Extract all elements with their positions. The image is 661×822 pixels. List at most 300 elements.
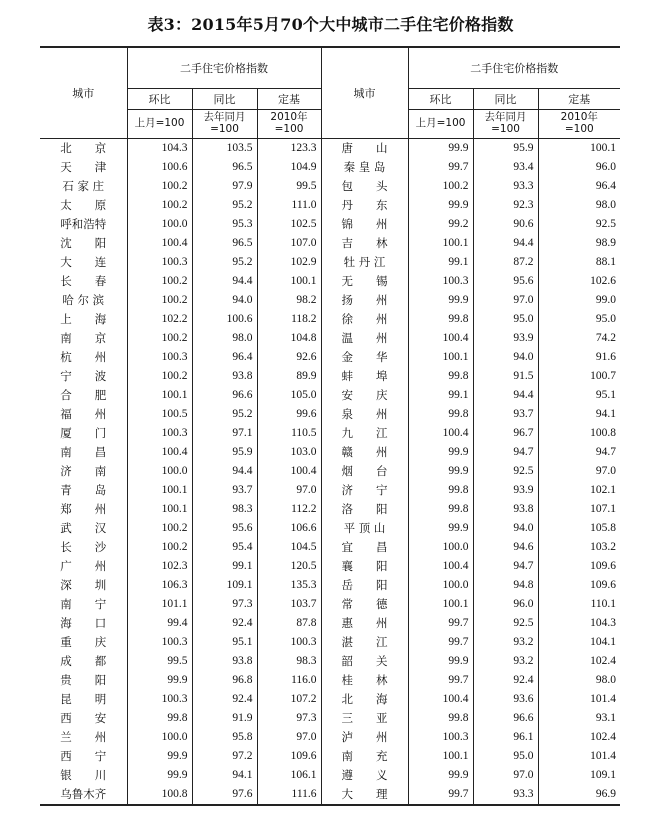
table-row <box>40 633 620 652</box>
table-row <box>40 652 620 671</box>
yoy-cell-left: 99.1 <box>192 557 257 576</box>
city-cell-right: 三 亚 <box>321 709 408 728</box>
mom-cell-right: 100.4 <box>408 557 473 576</box>
yoy-cell-left: 97.1 <box>192 424 257 443</box>
yoy-cell-right: 97.0 <box>473 766 538 785</box>
yoy-cell-left: 93.8 <box>192 652 257 671</box>
base-cell-right: 104.1 <box>538 633 620 652</box>
header-mom-right: 环比 <box>408 89 473 110</box>
subheader-mom-right: 上月=100 <box>408 110 473 139</box>
mom-cell-right: 99.8 <box>408 709 473 728</box>
base-cell-right: 102.6 <box>538 272 620 291</box>
yoy-cell-left: 95.3 <box>192 215 257 234</box>
yoy-cell-right: 93.4 <box>473 158 538 177</box>
city-cell-left: 兰 州 <box>60 729 107 744</box>
base-cell-left: 97.3 <box>257 709 321 728</box>
mom-cell-left: 100.3 <box>127 690 192 709</box>
mom-cell-left: 100.4 <box>127 234 192 253</box>
city-cell-right: 吉 林 <box>321 234 408 253</box>
yoy-cell-right: 93.9 <box>473 329 538 348</box>
yoy-cell-left: 103.5 <box>192 139 257 159</box>
city-cell-right: 南 充 <box>321 747 408 766</box>
yoy-cell-left: 91.9 <box>192 709 257 728</box>
base-cell-left: 100.4 <box>257 462 321 481</box>
yoy-cell-left: 95.4 <box>192 538 257 557</box>
city-cell-right: 襄 阳 <box>321 557 408 576</box>
base-cell-left: 102.5 <box>257 215 321 234</box>
base-cell-left: 110.5 <box>257 424 321 443</box>
table-row <box>40 462 620 481</box>
table-row <box>40 348 620 367</box>
yoy-cell-right: 95.9 <box>473 139 538 159</box>
mom-cell-right: 100.3 <box>408 728 473 747</box>
base-cell-right: 102.4 <box>538 728 620 747</box>
mom-cell-left: 100.2 <box>127 196 192 215</box>
mom-cell-right: 99.8 <box>408 405 473 424</box>
base-cell-right: 93.1 <box>538 709 620 728</box>
yoy-cell-right: 94.0 <box>473 519 538 538</box>
base-cell-right: 110.1 <box>538 595 620 614</box>
yoy-cell-left: 97.3 <box>192 595 257 614</box>
mom-cell-left: 106.3 <box>127 576 192 595</box>
mom-cell-left: 100.2 <box>127 177 192 196</box>
mom-cell-left: 104.3 <box>127 139 192 159</box>
mom-cell-left: 100.2 <box>127 538 192 557</box>
mom-cell-left: 100.6 <box>127 158 192 177</box>
yoy-cell-right: 93.6 <box>473 690 538 709</box>
city-cell-right: 牡 丹 江 <box>321 253 408 272</box>
table-row <box>40 158 620 177</box>
subheader-yoy-line2: =100 <box>491 123 520 135</box>
base-cell-left: 98.2 <box>257 291 321 310</box>
base-cell-right: 109.6 <box>538 557 620 576</box>
table-row <box>40 177 620 196</box>
city-cell-right: 遵 义 <box>321 766 408 785</box>
subheader-yoy-line1: 去年同月 <box>484 111 527 124</box>
mom-cell-right: 99.7 <box>408 158 473 177</box>
base-cell-left: 92.6 <box>257 348 321 367</box>
table-row <box>40 557 620 576</box>
city-cell-right: 济 宁 <box>321 481 408 500</box>
header-group-left: 二手住宅价格指数 <box>127 47 321 89</box>
base-cell-right: 92.5 <box>538 215 620 234</box>
mom-cell-right: 99.8 <box>408 310 473 329</box>
mom-cell-right: 99.9 <box>408 462 473 481</box>
city-cell-right: 泸 州 <box>321 728 408 747</box>
city-cell-right: 徐 州 <box>321 310 408 329</box>
city-cell-left: 长 春 <box>60 273 107 288</box>
mom-cell-right: 100.4 <box>408 690 473 709</box>
mom-cell-right: 99.1 <box>408 253 473 272</box>
price-index-table <box>40 46 620 806</box>
yoy-cell-right: 94.6 <box>473 538 538 557</box>
base-cell-right: 100.8 <box>538 424 620 443</box>
city-cell-left: 西 安 <box>60 710 107 725</box>
table-row <box>40 671 620 690</box>
subheader-base-line2: =100 <box>564 123 594 135</box>
base-cell-left: 104.8 <box>257 329 321 348</box>
mom-cell-right: 99.7 <box>408 633 473 652</box>
city-cell-left: 哈 尔 滨 <box>62 292 105 307</box>
city-cell-left: 南 昌 <box>60 444 107 459</box>
city-cell-left: 长 沙 <box>60 539 107 554</box>
city-cell-left: 深 圳 <box>60 577 107 592</box>
header-base-left: 定基 <box>257 89 321 110</box>
yoy-cell-left: 96.5 <box>192 234 257 253</box>
mom-cell-right: 99.8 <box>408 367 473 386</box>
yoy-cell-right: 94.0 <box>473 348 538 367</box>
mom-cell-right: 100.1 <box>408 348 473 367</box>
city-cell-right: 九 江 <box>321 424 408 443</box>
city-cell-left: 沈 阳 <box>60 235 107 250</box>
table-row <box>40 785 620 805</box>
base-cell-left: 135.3 <box>257 576 321 595</box>
city-cell-left: 昆 明 <box>60 691 107 706</box>
city-cell-right: 大 理 <box>321 785 408 805</box>
mom-cell-left: 100.1 <box>127 386 192 405</box>
city-cell-left: 重 庆 <box>60 634 107 649</box>
mom-cell-right: 99.9 <box>408 443 473 462</box>
yoy-cell-right: 94.8 <box>473 576 538 595</box>
city-cell-right: 岳 阳 <box>321 576 408 595</box>
yoy-cell-right: 96.1 <box>473 728 538 747</box>
subheader-yoy-right <box>473 110 538 139</box>
mom-cell-right: 100.4 <box>408 424 473 443</box>
table-row <box>40 481 620 500</box>
yoy-cell-right: 92.5 <box>473 462 538 481</box>
city-cell-right: 丹 东 <box>321 196 408 215</box>
base-cell-right: 98.0 <box>538 671 620 690</box>
yoy-cell-left: 98.0 <box>192 329 257 348</box>
base-cell-right: 102.4 <box>538 652 620 671</box>
mom-cell-left: 99.4 <box>127 614 192 633</box>
city-cell-left: 贵 阳 <box>60 672 107 687</box>
city-cell-right: 惠 州 <box>321 614 408 633</box>
city-cell-left: 太 原 <box>60 197 107 212</box>
yoy-cell-right: 95.0 <box>473 747 538 766</box>
mom-cell-left: 100.5 <box>127 405 192 424</box>
base-cell-left: 103.7 <box>257 595 321 614</box>
mom-cell-right: 100.1 <box>408 234 473 253</box>
base-cell-right: 91.6 <box>538 348 620 367</box>
city-cell-left: 天 津 <box>60 159 107 174</box>
mom-cell-right: 99.9 <box>408 291 473 310</box>
mom-cell-left: 100.3 <box>127 633 192 652</box>
base-cell-right: 96.0 <box>538 158 620 177</box>
city-cell-right: 湛 江 <box>321 633 408 652</box>
table-row <box>40 443 620 462</box>
header-yoy-right: 同比 <box>473 89 538 110</box>
base-cell-left: 104.9 <box>257 158 321 177</box>
mom-cell-right: 99.8 <box>408 481 473 500</box>
yoy-cell-right: 93.2 <box>473 652 538 671</box>
city-cell-left: 广 州 <box>60 558 107 573</box>
city-cell-right: 韶 关 <box>321 652 408 671</box>
base-cell-left: 111.6 <box>257 785 321 805</box>
base-cell-right: 95.1 <box>538 386 620 405</box>
mom-cell-left: 100.3 <box>127 253 192 272</box>
yoy-cell-right: 95.0 <box>473 310 538 329</box>
yoy-cell-left: 97.9 <box>192 177 257 196</box>
table-row <box>40 272 620 291</box>
mom-cell-right: 99.9 <box>408 139 473 159</box>
mom-cell-left: 99.9 <box>127 671 192 690</box>
city-cell-right: 金 华 <box>321 348 408 367</box>
base-cell-left: 118.2 <box>257 310 321 329</box>
yoy-cell-left: 100.6 <box>192 310 257 329</box>
base-cell-right: 109.6 <box>538 576 620 595</box>
base-cell-right: 94.1 <box>538 405 620 424</box>
base-cell-left: 105.0 <box>257 386 321 405</box>
base-cell-left: 102.9 <box>257 253 321 272</box>
subheader-base-line2: =100 <box>274 123 304 135</box>
base-cell-left: 104.5 <box>257 538 321 557</box>
city-cell-right: 唐 山 <box>321 139 408 159</box>
base-cell-left: 116.0 <box>257 671 321 690</box>
table-row <box>40 234 620 253</box>
mom-cell-right: 99.9 <box>408 766 473 785</box>
city-cell-right: 秦 皇 岛 <box>321 158 408 177</box>
yoy-cell-left: 96.8 <box>192 671 257 690</box>
yoy-cell-left: 95.9 <box>192 443 257 462</box>
city-cell-right: 赣 州 <box>321 443 408 462</box>
base-cell-right: 109.1 <box>538 766 620 785</box>
mom-cell-right: 99.7 <box>408 785 473 805</box>
mom-cell-right: 99.1 <box>408 386 473 405</box>
city-cell-left: 福 州 <box>60 406 107 421</box>
yoy-cell-right: 94.7 <box>473 557 538 576</box>
base-cell-right: 101.4 <box>538 747 620 766</box>
city-cell-left: 乌鲁木齐 <box>40 785 127 805</box>
mom-cell-left: 100.3 <box>127 348 192 367</box>
base-cell-left: 107.0 <box>257 234 321 253</box>
city-cell-right: 平 顶 山 <box>321 519 408 538</box>
yoy-cell-right: 90.6 <box>473 215 538 234</box>
table-row <box>40 329 620 348</box>
yoy-cell-left: 94.1 <box>192 766 257 785</box>
yoy-cell-left: 97.6 <box>192 785 257 805</box>
yoy-cell-right: 94.7 <box>473 443 538 462</box>
mom-cell-left: 100.1 <box>127 500 192 519</box>
mom-cell-left: 100.2 <box>127 367 192 386</box>
city-cell-left: 上 海 <box>60 311 107 326</box>
city-cell-left: 大 连 <box>60 254 107 269</box>
table-row <box>40 500 620 519</box>
table-row <box>40 139 620 159</box>
table-row <box>40 519 620 538</box>
base-cell-right: 100.7 <box>538 367 620 386</box>
yoy-cell-right: 92.4 <box>473 671 538 690</box>
subheader-base-line1: 2010年 <box>560 111 598 124</box>
base-cell-left: 100.3 <box>257 633 321 652</box>
yoy-cell-left: 93.7 <box>192 481 257 500</box>
base-cell-right: 105.8 <box>538 519 620 538</box>
mom-cell-right: 99.9 <box>408 652 473 671</box>
base-cell-left: 112.2 <box>257 500 321 519</box>
city-cell-right: 蚌 埠 <box>321 367 408 386</box>
yoy-cell-right: 97.0 <box>473 291 538 310</box>
city-cell-left: 银 川 <box>60 767 107 782</box>
base-cell-left: 109.6 <box>257 747 321 766</box>
mom-cell-left: 100.3 <box>127 424 192 443</box>
table-row <box>40 405 620 424</box>
city-cell-left: 南 宁 <box>60 596 107 611</box>
subheader-mom-left: 上月=100 <box>127 110 192 139</box>
base-cell-left: 97.0 <box>257 728 321 747</box>
table-row <box>40 766 620 785</box>
yoy-cell-right: 93.2 <box>473 633 538 652</box>
table-row <box>40 747 620 766</box>
base-cell-left: 100.1 <box>257 272 321 291</box>
subheader-yoy-line2: =100 <box>210 123 239 135</box>
mom-cell-right: 100.0 <box>408 538 473 557</box>
subheader-yoy-line1: 去年同月 <box>203 111 246 124</box>
mom-cell-left: 100.8 <box>127 785 192 805</box>
base-cell-right: 101.4 <box>538 690 620 709</box>
table-row <box>40 690 620 709</box>
yoy-cell-left: 95.6 <box>192 519 257 538</box>
base-cell-left: 99.6 <box>257 405 321 424</box>
yoy-cell-left: 97.2 <box>192 747 257 766</box>
city-cell-right: 锦 州 <box>321 215 408 234</box>
city-cell-left: 成 都 <box>60 653 107 668</box>
base-cell-right: 103.2 <box>538 538 620 557</box>
city-cell-left: 合 肥 <box>60 387 107 402</box>
city-cell-left: 杭 州 <box>60 349 107 364</box>
yoy-cell-right: 96.0 <box>473 595 538 614</box>
city-cell-left: 郑 州 <box>60 501 107 516</box>
mom-cell-right: 100.1 <box>408 595 473 614</box>
city-cell-left: 宁 波 <box>60 368 107 383</box>
table-row <box>40 367 620 386</box>
base-cell-right: 97.0 <box>538 462 620 481</box>
yoy-cell-right: 96.7 <box>473 424 538 443</box>
mom-cell-left: 100.0 <box>127 215 192 234</box>
city-cell-left: 厦 门 <box>60 425 107 440</box>
city-cell-right: 烟 台 <box>321 462 408 481</box>
mom-cell-right: 99.8 <box>408 500 473 519</box>
mom-cell-right: 100.3 <box>408 272 473 291</box>
yoy-cell-left: 96.5 <box>192 158 257 177</box>
header-group-right: 二手住宅价格指数 <box>408 47 620 89</box>
table-row <box>40 424 620 443</box>
mom-cell-right: 99.9 <box>408 519 473 538</box>
table-body <box>40 139 620 806</box>
base-cell-left: 106.1 <box>257 766 321 785</box>
city-cell-right: 桂 林 <box>321 671 408 690</box>
mom-cell-left: 100.2 <box>127 291 192 310</box>
mom-cell-left: 100.0 <box>127 728 192 747</box>
table-row <box>40 291 620 310</box>
table-row <box>40 386 620 405</box>
yoy-cell-right: 94.4 <box>473 386 538 405</box>
yoy-cell-right: 96.6 <box>473 709 538 728</box>
mom-cell-right: 99.9 <box>408 196 473 215</box>
table-row <box>40 310 620 329</box>
base-cell-left: 107.2 <box>257 690 321 709</box>
yoy-cell-right: 93.8 <box>473 500 538 519</box>
subheader-yoy-left <box>192 110 257 139</box>
city-cell-right: 北 海 <box>321 690 408 709</box>
city-cell-left: 海 口 <box>60 615 107 630</box>
city-cell-left: 西 宁 <box>60 748 107 763</box>
header-mom-left: 环比 <box>127 89 192 110</box>
table-row <box>40 595 620 614</box>
yoy-cell-right: 87.2 <box>473 253 538 272</box>
table-row <box>40 709 620 728</box>
yoy-cell-left: 92.4 <box>192 690 257 709</box>
city-cell-right: 安 庆 <box>321 386 408 405</box>
city-cell-right: 洛 阳 <box>321 500 408 519</box>
base-cell-left: 89.9 <box>257 367 321 386</box>
mom-cell-right: 100.4 <box>408 329 473 348</box>
city-cell-left: 武 汉 <box>60 520 107 535</box>
city-cell-right: 扬 州 <box>321 291 408 310</box>
base-cell-left: 99.5 <box>257 177 321 196</box>
mom-cell-left: 101.1 <box>127 595 192 614</box>
base-cell-right: 104.3 <box>538 614 620 633</box>
base-cell-left: 97.0 <box>257 481 321 500</box>
city-cell-right: 无 锡 <box>321 272 408 291</box>
yoy-cell-left: 95.2 <box>192 253 257 272</box>
table-row <box>40 728 620 747</box>
mom-cell-left: 99.9 <box>127 747 192 766</box>
yoy-cell-right: 93.7 <box>473 405 538 424</box>
yoy-cell-left: 96.6 <box>192 386 257 405</box>
city-cell-right: 宜 昌 <box>321 538 408 557</box>
base-cell-right: 95.0 <box>538 310 620 329</box>
city-cell-left: 南 京 <box>60 330 107 345</box>
mom-cell-left: 100.2 <box>127 519 192 538</box>
base-cell-left: 123.3 <box>257 139 321 159</box>
base-cell-right: 74.2 <box>538 329 620 348</box>
mom-cell-right: 99.7 <box>408 671 473 690</box>
base-cell-right: 102.1 <box>538 481 620 500</box>
yoy-cell-left: 93.8 <box>192 367 257 386</box>
base-cell-left: 106.6 <box>257 519 321 538</box>
mom-cell-left: 100.2 <box>127 329 192 348</box>
table-row <box>40 538 620 557</box>
yoy-cell-left: 94.4 <box>192 272 257 291</box>
mom-cell-left: 99.8 <box>127 709 192 728</box>
yoy-cell-right: 94.4 <box>473 234 538 253</box>
mom-cell-right: 100.0 <box>408 576 473 595</box>
yoy-cell-right: 92.5 <box>473 614 538 633</box>
table-row <box>40 614 620 633</box>
yoy-cell-right: 95.6 <box>473 272 538 291</box>
yoy-cell-left: 95.8 <box>192 728 257 747</box>
yoy-cell-right: 93.9 <box>473 481 538 500</box>
base-cell-right: 96.4 <box>538 177 620 196</box>
mom-cell-left: 99.9 <box>127 766 192 785</box>
base-cell-left: 87.8 <box>257 614 321 633</box>
header-city-left: 城市 <box>40 47 127 139</box>
yoy-cell-right: 92.3 <box>473 196 538 215</box>
yoy-cell-left: 94.0 <box>192 291 257 310</box>
mom-cell-left: 100.4 <box>127 443 192 462</box>
header-yoy-left: 同比 <box>192 89 257 110</box>
base-cell-right: 98.9 <box>538 234 620 253</box>
yoy-cell-left: 95.2 <box>192 196 257 215</box>
yoy-cell-left: 96.4 <box>192 348 257 367</box>
yoy-cell-left: 95.2 <box>192 405 257 424</box>
base-cell-left: 120.5 <box>257 557 321 576</box>
city-cell-left: 北 京 <box>60 140 107 155</box>
yoy-cell-right: 93.3 <box>473 177 538 196</box>
mom-cell-left: 102.3 <box>127 557 192 576</box>
table-title: 表3：2015年5月70个大中城市二手住宅价格指数 <box>147 15 514 34</box>
subheader-base-left <box>257 110 321 139</box>
